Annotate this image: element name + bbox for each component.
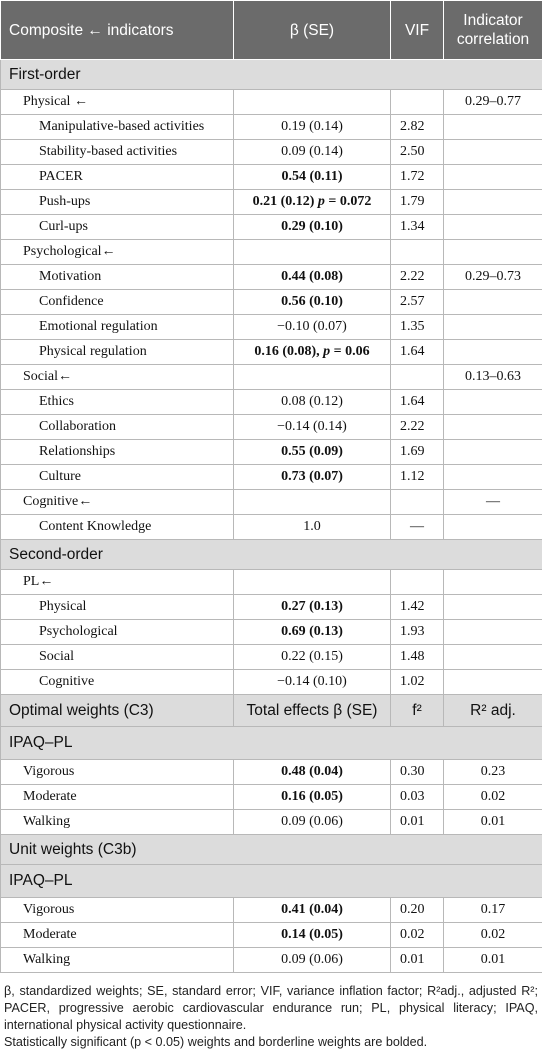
section-first-order: [1, 60, 542, 90]
table-row: [1, 415, 542, 440]
table-row: [1, 923, 542, 948]
group-row-pl: [1, 570, 542, 595]
row-label: Stability-based activities: [1, 140, 234, 165]
row-corr: [444, 115, 542, 140]
group-corr-cognitive: —: [444, 490, 542, 515]
row-beta: −0.10 (0.07): [234, 315, 391, 340]
row-label: Curl-ups: [1, 215, 234, 240]
row-vif: 1.42: [391, 595, 444, 620]
row-vif: 1.64: [391, 390, 444, 415]
footnote-bold-note: Statistically significant (p < 0.05) weights and borderline weights are bolded.: [4, 1035, 428, 1049]
row-corr: [444, 290, 542, 315]
row-corr: [444, 190, 542, 215]
row-beta: 0.44 (0.08): [234, 265, 391, 290]
row-corr: [444, 515, 542, 540]
row-beta-p-value: = 0.06: [330, 344, 370, 359]
row-label: Culture: [1, 465, 234, 490]
row-vif: 1.64: [391, 340, 444, 365]
row-beta: [234, 340, 391, 365]
table-row: [1, 190, 542, 215]
row-label: Cognitive: [1, 670, 234, 695]
table-row: [1, 785, 542, 810]
table-row: [1, 340, 542, 365]
row-vif: 1.35: [391, 315, 444, 340]
row-beta: 0.09 (0.14): [234, 140, 391, 165]
section-second-order: [1, 540, 542, 570]
group-row-psychological: [1, 240, 542, 265]
table-row: [1, 165, 542, 190]
row-beta: 0.19 (0.14): [234, 115, 391, 140]
row-beta: 0.48 (0.04): [234, 760, 391, 785]
row-vif: 1.72: [391, 165, 444, 190]
group-row-physical: [1, 90, 542, 115]
row-f2: 0.20: [391, 898, 444, 923]
table-row: [1, 215, 542, 240]
row-r2: 0.02: [444, 923, 542, 948]
row-label: Confidence: [1, 290, 234, 315]
header-r2-adj: R² adj.: [444, 695, 542, 727]
row-corr: [444, 620, 542, 645]
cell-empty: [391, 570, 444, 595]
header-indicator-word: Indicator: [463, 12, 523, 29]
cell-empty: [234, 570, 391, 595]
row-r2: 0.01: [444, 810, 542, 835]
row-vif: 1.48: [391, 645, 444, 670]
cell-empty: [234, 90, 391, 115]
row-beta: 0.54 (0.11): [234, 165, 391, 190]
row-label: Physical: [1, 595, 234, 620]
row-label: Physical regulation: [1, 340, 234, 365]
row-f2: 0.02: [391, 923, 444, 948]
row-label: Push-ups: [1, 190, 234, 215]
row-beta: 0.27 (0.13): [234, 595, 391, 620]
table-row: [1, 515, 542, 540]
subsection-ipaq-pl-optimal: [1, 727, 542, 760]
table-header-row: [1, 1, 542, 60]
row-beta-value: 0.21 (0.12): [252, 194, 318, 209]
group-corr-pl: [444, 570, 542, 595]
group-corr-physical: 0.29–0.77: [444, 90, 542, 115]
row-beta-p-symbol: p: [317, 194, 325, 209]
table-row: [1, 810, 542, 835]
table-row: [1, 760, 542, 785]
table-row: [1, 948, 542, 973]
row-f2: 0.01: [391, 948, 444, 973]
row-label: Moderate: [1, 923, 234, 948]
row-label: Relationships: [1, 440, 234, 465]
row-beta: −0.14 (0.14): [234, 415, 391, 440]
group-label-social: Social←: [1, 365, 234, 390]
row-beta-p-symbol: p: [323, 344, 331, 359]
table-row: [1, 645, 542, 670]
row-label: Walking: [1, 948, 234, 973]
row-vif: —: [391, 515, 444, 540]
row-corr: [444, 315, 542, 340]
row-beta: 0.16 (0.05): [234, 785, 391, 810]
table-row: [1, 390, 542, 415]
row-label: Manipulative-based activities: [1, 115, 234, 140]
subsection-ipaq-pl-label: IPAQ–PL: [1, 727, 542, 760]
row-f2: 0.01: [391, 810, 444, 835]
row-beta: 0.73 (0.07): [234, 465, 391, 490]
row-corr: [444, 645, 542, 670]
table-row: [1, 440, 542, 465]
row-r2: 0.17: [444, 898, 542, 923]
subsection-ipaq-pl-label: IPAQ–PL: [1, 865, 542, 898]
row-r2: 0.01: [444, 948, 542, 973]
section-first-order-label: First-order: [1, 60, 542, 90]
section-optimal-weights: [1, 695, 542, 727]
table-row: [1, 620, 542, 645]
row-label: Vigorous: [1, 760, 234, 785]
row-corr: [444, 340, 542, 365]
row-corr: [444, 415, 542, 440]
row-corr: [444, 140, 542, 165]
table-footnote: [0, 973, 542, 1051]
row-beta-p-value: = 0.072: [324, 194, 372, 209]
row-vif: 2.50: [391, 140, 444, 165]
row-vif: 1.69: [391, 440, 444, 465]
row-corr: [444, 165, 542, 190]
table-row: [1, 140, 542, 165]
table-row: [1, 290, 542, 315]
footnote-abbreviations: β, standardized weights; SE, standard error; VIF, variance inflation factor; R²adj., adjusted R²; PACER, progressive aerobic cardiovascular endurance run; PL, physical literacy; IPAQ, international physical activity questionnaire.: [4, 984, 538, 1032]
row-beta: 0.22 (0.15): [234, 645, 391, 670]
header-composite-indicators: Composite ← indicators: [1, 1, 234, 60]
group-row-cognitive: [1, 490, 542, 515]
group-row-social: [1, 365, 542, 390]
row-beta: 0.56 (0.10): [234, 290, 391, 315]
row-vif: 2.22: [391, 265, 444, 290]
header-vif: VIF: [391, 1, 444, 60]
row-corr: [444, 670, 542, 695]
subsection-ipaq-pl-unit: [1, 865, 542, 898]
table-row: [1, 465, 542, 490]
table-row: [1, 595, 542, 620]
group-label-physical: Physical ←: [1, 90, 234, 115]
table-row: [1, 265, 542, 290]
row-vif: 1.79: [391, 190, 444, 215]
cell-empty: [391, 240, 444, 265]
row-corr: [444, 465, 542, 490]
row-corr: [444, 215, 542, 240]
row-beta: 0.14 (0.05): [234, 923, 391, 948]
table-row: [1, 670, 542, 695]
row-corr: 0.29–0.73: [444, 265, 542, 290]
row-vif: 1.93: [391, 620, 444, 645]
row-label: Content Knowledge: [1, 515, 234, 540]
row-vif: 2.22: [391, 415, 444, 440]
row-label: Ethics: [1, 390, 234, 415]
row-vif: 2.82: [391, 115, 444, 140]
section-optimal-weights-label: Optimal weights (C3): [1, 695, 234, 727]
group-label-psychological: Psychological←: [1, 240, 234, 265]
row-label: PACER: [1, 165, 234, 190]
section-unit-weights: [1, 835, 542, 865]
row-beta: 0.41 (0.04): [234, 898, 391, 923]
header-beta-se: β (SE): [234, 1, 391, 60]
row-f2: 0.30: [391, 760, 444, 785]
header-total-effects: Total effects β (SE): [234, 695, 391, 727]
row-beta: 1.0: [234, 515, 391, 540]
cell-empty: [391, 90, 444, 115]
row-corr: [444, 595, 542, 620]
row-f2: 0.03: [391, 785, 444, 810]
row-label: Psychological: [1, 620, 234, 645]
row-beta: [234, 190, 391, 215]
group-corr-social: 0.13–0.63: [444, 365, 542, 390]
cell-empty: [234, 240, 391, 265]
row-vif: 1.02: [391, 670, 444, 695]
table-row: [1, 898, 542, 923]
row-label: Walking: [1, 810, 234, 835]
row-vif: 1.12: [391, 465, 444, 490]
row-beta: 0.29 (0.10): [234, 215, 391, 240]
table-row: [1, 115, 542, 140]
row-beta-value: 0.16 (0.08),: [254, 344, 324, 359]
row-beta: −0.14 (0.10): [234, 670, 391, 695]
cell-empty: [234, 365, 391, 390]
row-label: Emotional regulation: [1, 315, 234, 340]
row-label: Vigorous: [1, 898, 234, 923]
row-r2: 0.02: [444, 785, 542, 810]
row-corr: [444, 440, 542, 465]
row-beta: 0.09 (0.06): [234, 948, 391, 973]
row-beta: 0.09 (0.06): [234, 810, 391, 835]
header-indicator-correlation: [444, 1, 542, 60]
row-label: Social: [1, 645, 234, 670]
group-corr-psychological: [444, 240, 542, 265]
row-corr: [444, 390, 542, 415]
row-label: Collaboration: [1, 415, 234, 440]
row-label: Motivation: [1, 265, 234, 290]
cell-empty: [391, 365, 444, 390]
row-vif: 2.57: [391, 290, 444, 315]
header-correlation-word: correlation: [456, 31, 530, 48]
cell-empty: [391, 490, 444, 515]
row-beta: 0.55 (0.09): [234, 440, 391, 465]
row-vif: 1.34: [391, 215, 444, 240]
row-beta: 0.08 (0.12): [234, 390, 391, 415]
row-label: Moderate: [1, 785, 234, 810]
group-label-pl: PL←: [1, 570, 234, 595]
row-beta: 0.69 (0.13): [234, 620, 391, 645]
header-f2: f²: [391, 695, 444, 727]
section-unit-weights-label: Unit weights (C3b): [1, 835, 542, 865]
row-r2: 0.23: [444, 760, 542, 785]
section-second-order-label: Second-order: [1, 540, 542, 570]
group-label-cognitive: Cognitive←: [1, 490, 234, 515]
table-row: [1, 315, 542, 340]
cell-empty: [234, 490, 391, 515]
